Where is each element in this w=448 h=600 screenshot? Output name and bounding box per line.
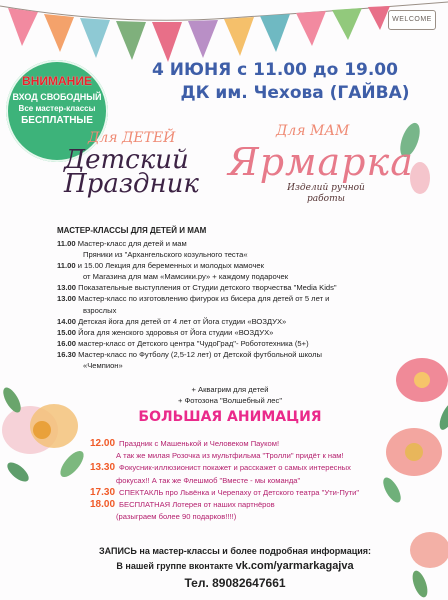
animation-heading: БОЛЬШАЯ АНИМАЦИЯ: [138, 409, 322, 425]
vk-link[interactable]: vk.com/yarmarkagajva: [235, 560, 354, 572]
list-item: 17.30 СПЕКТАКЛЬ про Львёнка и Черепаху от Детского театра "Ути-Пути": [90, 486, 360, 498]
list-item: 13.30 Фокусник-иллюзионист покажет и расскажет о самых интересных: [90, 462, 351, 474]
list-item: 11.00 Мастер-класс для детей и мам: [57, 239, 187, 248]
list-item: 14.00 Детская йога для детей от 4 лет от Йога студии «ВОЗДУХ»: [57, 316, 287, 326]
fair-title: Ярмарка: [228, 140, 414, 184]
master-classes-label: Все мастер-классы: [18, 104, 96, 113]
free-label: БЕСПЛАТНЫЕ: [21, 115, 93, 126]
list-item: (разыграем более 90 подарков!!!!): [116, 512, 237, 522]
event-date: 4 ИЮНЯ с 11.00 до 19.00: [152, 60, 398, 80]
flag: [80, 18, 110, 58]
flag: [116, 21, 146, 60]
flag: [152, 22, 182, 62]
registration-info: ЗАПИСЬ на мастер-классы и более подробная информация:: [98, 546, 372, 556]
list-item: 13.00 Показательные выступления от Студии детского творчества "Media Kids": [57, 283, 337, 293]
list-item: «Чемпион»: [83, 361, 123, 371]
master-classes-list: [57, 238, 422, 371]
fair-subtitle: Изделий ручной работы: [287, 183, 365, 204]
moms-subtitle: Для МАМ: [276, 123, 350, 139]
list-item: 15.00 Йога для женского здоровья от Йога студии «ВОЗДУХ»: [57, 327, 274, 337]
flag: [8, 8, 38, 46]
flag: [332, 8, 362, 40]
flag: [368, 6, 390, 30]
flag: [296, 11, 326, 46]
list-item: 16.00 мастер-класс от Детского центра "ЧудоГрад"- Робототехника (5+): [57, 338, 309, 348]
list-item: фокусах!! А так же Флешмоб "Вместе - мы команда": [116, 475, 301, 485]
welcome-sign: WELCOME: [388, 10, 436, 30]
vk-group-line: В нашей группе вконтакте vk.com/yarmarkagajva: [116, 560, 354, 572]
flag: [188, 20, 218, 58]
attention-label: ВНИМАНИЕ: [22, 74, 92, 88]
animation-list: [90, 438, 430, 523]
list-item: 12.00 Праздник с Машенькой и Человеком Пауком!: [90, 438, 280, 449]
list-item: от Магазина для мам «Мамсики.ру» + каждому подарочек: [83, 272, 289, 282]
list-item: 13.00 Мастер-класс по изготовлению фигурок из бисера для детей от 5 лет и: [57, 294, 330, 304]
flag: [224, 17, 254, 56]
kids-title: Детский Праздник: [64, 145, 199, 199]
list-item: 11.00 и 15.00 Лекция для беременных и молодых мамочек: [57, 261, 264, 271]
list-item: А так же милая Розочка из мультфильма "Тролли" придёт к нам!: [116, 451, 344, 461]
event-venue: ДК им. Чехова (ГАЙВА): [180, 83, 410, 103]
kids-subtitle: Для ДЕТЕЙ: [88, 130, 176, 146]
list-item: Пряники из "Архангельского козульного теста«: [83, 250, 248, 260]
free-entry-label: ВХОД СВОБОДНЫЙ: [12, 92, 102, 102]
extra-item: + Фотозона "Волшебный лес": [177, 396, 283, 405]
list-item: взрослых: [83, 305, 117, 315]
list-item: 18.00 БЕСПЛАТНАЯ Лотерея от наших партнёров: [90, 499, 275, 511]
list-item: 16.30 Мастер-класс по Футболу (2,5-12 лет) от Детской футбольной школы: [57, 349, 322, 359]
master-classes-heading: МАСТЕР-КЛАССЫ ДЛЯ ДЕТЕЙ И МАМ: [57, 226, 207, 235]
extras-list: [150, 384, 310, 406]
flag: [260, 14, 290, 52]
extra-item: + Аквагрим для детей: [191, 385, 269, 394]
flag: [44, 14, 74, 52]
phone-number[interactable]: Тел. 89082647661: [184, 576, 286, 590]
